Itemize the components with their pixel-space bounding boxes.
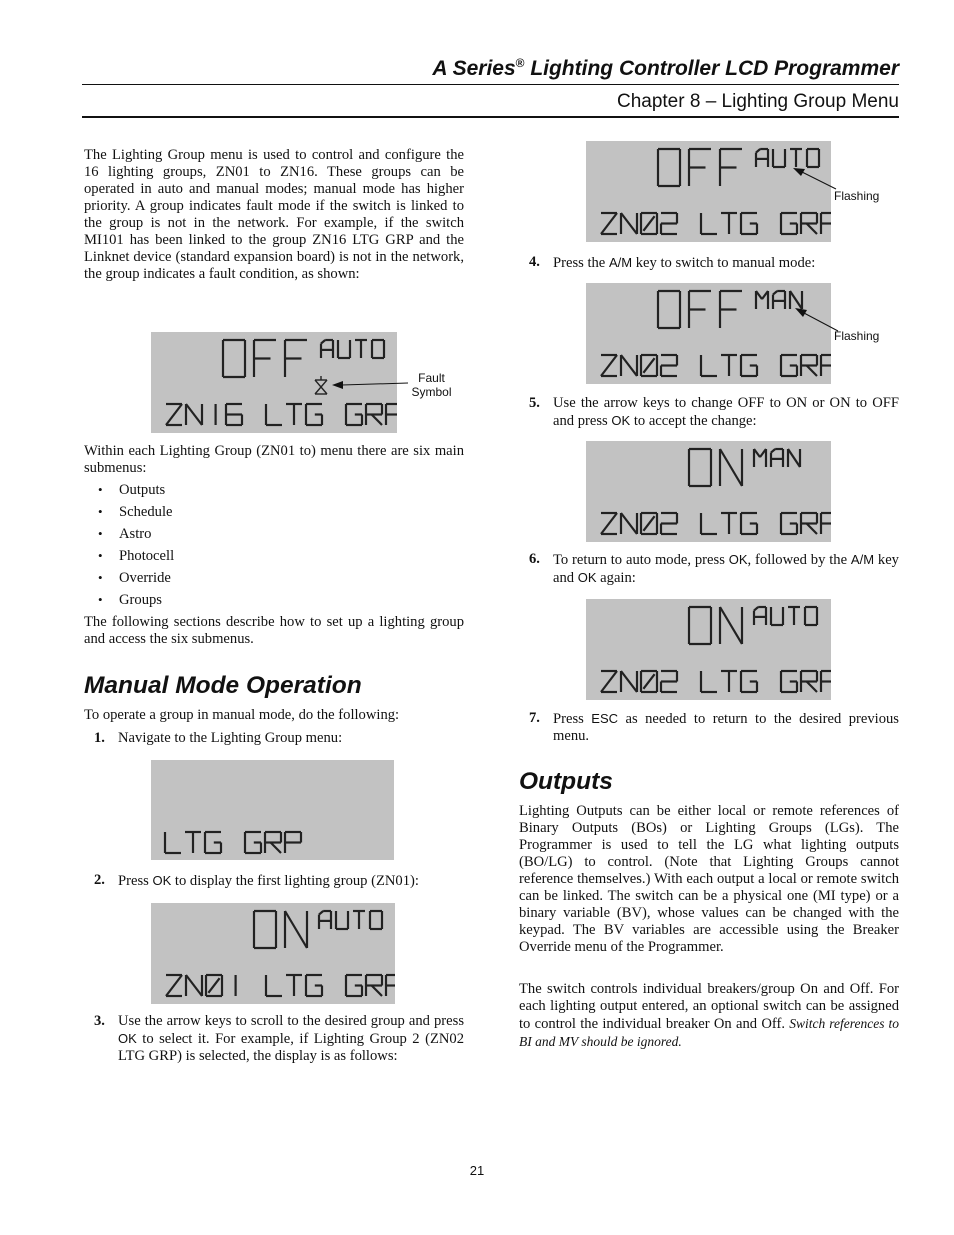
manual-mode-lead: To operate a group in manual mode, do the following: — [84, 707, 400, 723]
step-7: 7. Press ESC as needed to return to the desired previous menu. — [529, 710, 899, 744]
outputs-paragraph-2: The switch controls individual breakers/group On and Off. For each lighting output entered, an optional switch can be assigned to control the individual breaker On and Off. Switch references to BI and MV should be ignored. — [519, 981, 900, 1049]
step-5: 5. Use the arrow keys to change OFF to ON or ON to OFF and press OK to accept the change: — [529, 395, 899, 429]
step-2: 2. Press OK to display the first lighting group (ZN01): — [94, 872, 419, 889]
header-rule — [82, 84, 899, 85]
lcd-zn02-on-auto — [586, 599, 831, 700]
flashing-arrow-1 — [790, 165, 840, 195]
list-item: • Schedule — [84, 501, 384, 523]
fault-callout-arrow — [330, 375, 410, 395]
step-6: 6. To return to auto mode, press OK, followed by the A/M key and OK again: — [529, 551, 899, 586]
outputs-paragraph-1: Lighting Outputs can be either local or remote references of Binary Outputs (BOs) or Lighting Groups (LGs). The Programmer is used to tell the LG what lighting outputs (BO/LG) to control. (Note that Lighting Groups cannot reference themselves.) With each output a local or remote switch can be linked. The switch can be a physical one (MI type) or a binary variable (BV), whose values can be changed with the keypad. The BV variables are accessible using the Breaker Override menu of the Programmer. — [519, 803, 899, 955]
list-item: • Override — [84, 567, 384, 589]
section-heading-manual-mode: Manual Mode Operation — [84, 672, 362, 699]
flashing-callout-2: Flashing — [834, 329, 880, 343]
document-title: A Series® Lighting Controller LCD Programmer — [432, 56, 899, 80]
page-number: 21 — [469, 1163, 485, 1178]
lcd-zn01-display — [151, 903, 395, 1004]
step-3: 3. Use the arrow keys to scroll to the desired group and press OK to select it. For example, if Lighting Group 2 (ZN02 LTG GRP) is selected, the display is as follows: — [94, 1013, 464, 1064]
fault-symbol-callout: Fault Symbol — [411, 371, 452, 399]
intro-paragraph: The Lighting Group menu is used to control and configure the 16 lighting groups, ZN01 to ZN16. These groups can be operated in auto and manual modes; manual mode has higher priority. A group indicates fault mode if the switch is linked to the group is not in the network. For example, if the switch MI101 has been linked to the group ZN16 LTG GRP and the Linknet device (standard expansion board) is not in the network, the group indicates a fault condition, as shown: — [84, 147, 464, 282]
sections-intro: The following sections describe how to set up a lighting group and access the six submenus. — [84, 614, 464, 647]
section-heading-outputs: Outputs — [519, 768, 613, 795]
step-1: 1. Navigate to the Lighting Group menu: — [94, 730, 343, 746]
header-rule-thick — [82, 116, 899, 118]
step-4: 4. Press the A/M key to switch to manual mode: — [529, 254, 816, 271]
lcd-zn02-on-man — [586, 441, 831, 542]
lcd-navigate-display — [151, 760, 394, 860]
list-item: • Outputs — [84, 479, 384, 501]
list-item: • Astro — [84, 523, 384, 545]
list-item: • Photocell — [84, 545, 384, 567]
chapter-title: Chapter 8 – Lighting Group Menu — [616, 91, 899, 112]
flashing-callout-1: Flashing — [834, 189, 880, 203]
list-item: • Groups — [84, 589, 384, 611]
submenu-list — [84, 479, 384, 611]
submenu-intro: Within each Lighting Group (ZN01 to) menu there are six main submenus: — [84, 443, 464, 476]
